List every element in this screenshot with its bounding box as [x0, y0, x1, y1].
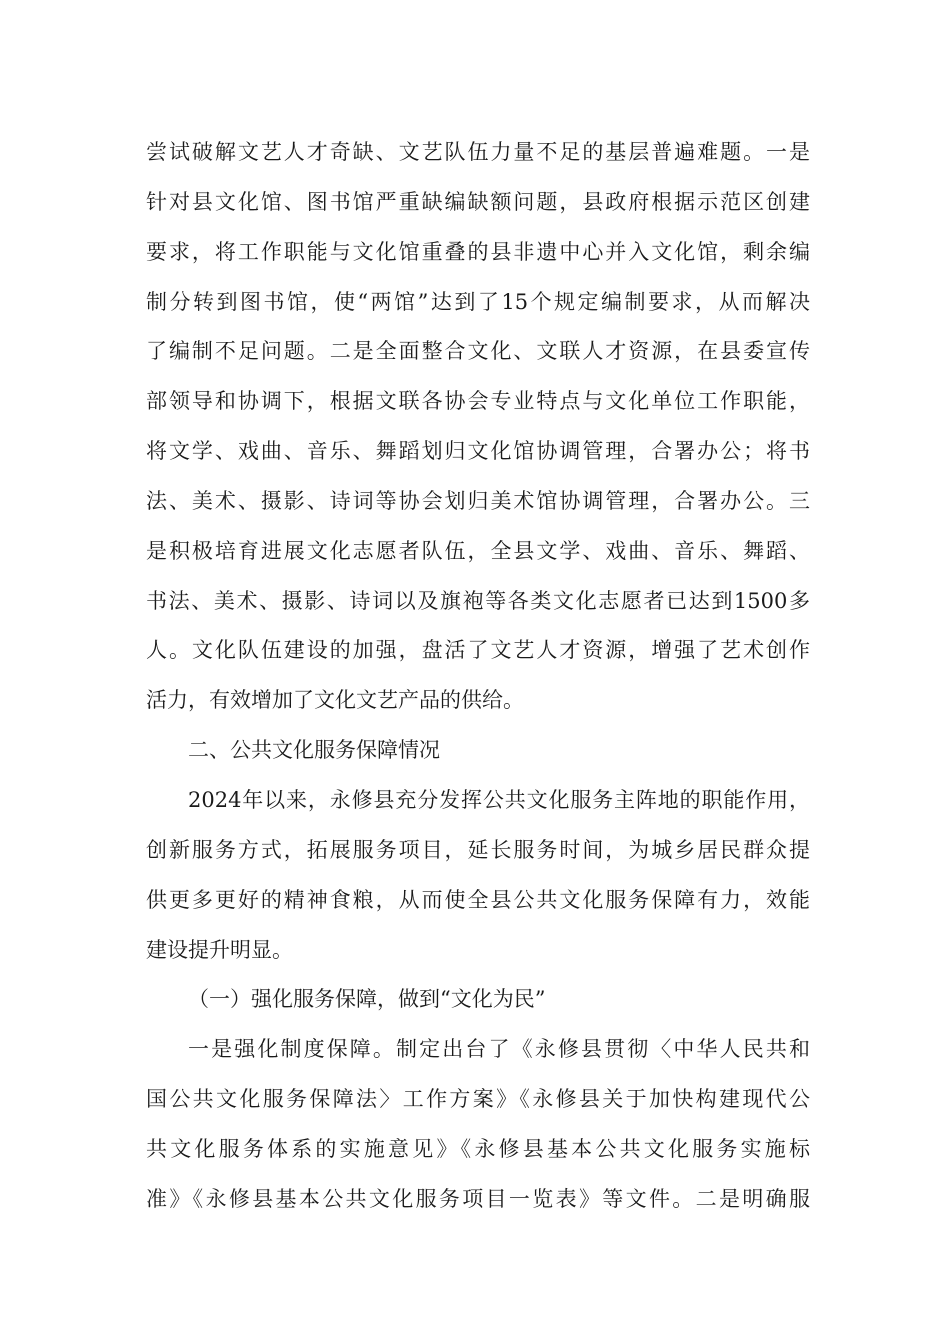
section-heading: 二、公共文化服务保障情况 [188, 738, 440, 763]
text-line: 法、美术、摄影、诗词等协会划归美术馆协调管理，合署办公。三 [146, 488, 810, 513]
text-line: 书法、美术、摄影、诗词以及旗袍等各类文化志愿者已达到1500多 [146, 588, 810, 613]
text-line: 人。文化队伍建设的加强，盘活了文艺人才资源，增强了艺术创作 [146, 638, 810, 663]
text-line: 是积极培育进展文化志愿者队伍，全县文学、戏曲、音乐、舞蹈、 [146, 538, 810, 563]
text-line: 尝试破解文艺人才奇缺、文艺队伍力量不足的基层普遍难题。一是 [146, 140, 810, 164]
subsection-heading: （一）强化服务保障，做到“文化为民” [188, 987, 546, 1012]
text-line: 制分转到图书馆，使“两馆”达到了15个规定编制要求，从而解决 [146, 289, 810, 314]
text-line: 2024年以来，永修县充分发挥公共文化服务主阵地的职能作用， [188, 787, 810, 812]
text-line: 活力，有效增加了文化文艺产品的供给。 [146, 688, 524, 713]
text-line: 了编制不足问题。二是全面整合文化、文联人才资源，在县委宣传 [146, 339, 810, 364]
text-line: 部领导和协调下，根据文联各协会专业特点与文化单位工作职能， [146, 389, 810, 414]
text-line: 准》《永修县基本公共文化服务项目一览表》等文件。二是明确服 [146, 1186, 810, 1211]
text-line: 针对县文化馆、图书馆严重缺编缺额问题，县政府根据示范区创建 [146, 189, 810, 214]
text-line: 要求，将工作职能与文化馆重叠的县非遗中心并入文化馆，剩余编 [146, 239, 810, 264]
text-line: 将文学、戏曲、音乐、舞蹈划归文化馆协调管理，合署办公；将书 [146, 439, 810, 464]
text-line: 共文化服务体系的实施意见》《永修县基本公共文化服务实施标 [146, 1136, 810, 1161]
document-body [146, 128, 810, 1225]
text-line: 一是强化制度保障。制定出台了《永修县贯彻〈中华人民共和 [188, 1037, 810, 1062]
text-line: 供更多更好的精神食粮，从而使全县公共文化服务保障有力，效能 [146, 887, 810, 912]
text-line: 创新服务方式，拓展服务项目，延长服务时间，为城乡居民群众提 [146, 837, 810, 862]
text-line: 国公共文化服务保障法〉工作方案》《永修县关于加快构建现代公 [146, 1087, 810, 1112]
text-line: 建设提升明显。 [146, 937, 293, 962]
